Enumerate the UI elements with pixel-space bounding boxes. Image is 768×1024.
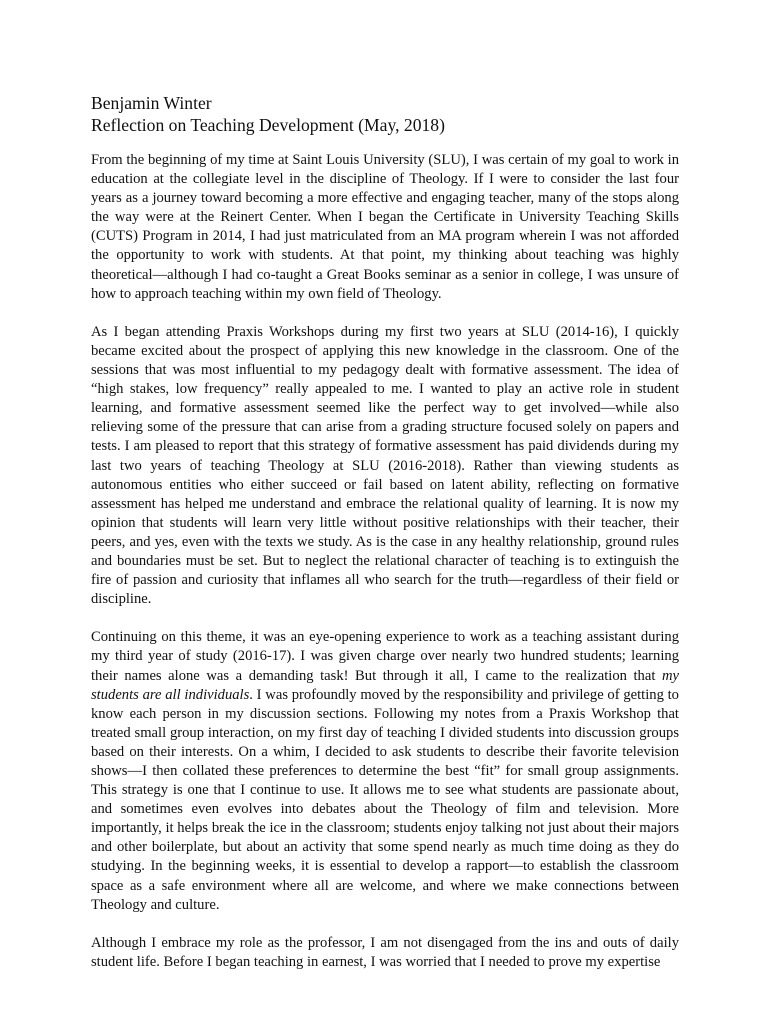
document-body bbox=[91, 151, 679, 991]
paragraph-3 bbox=[91, 628, 679, 914]
document-title: Reflection on Teaching Development (May, 2018) bbox=[91, 115, 445, 135]
paragraph-1: From the beginning of my time at Saint Louis University (SLU), I was certain of my goal to work in education at the collegiate level in the discipline of Theology. If I were to consider the last four years as a journey toward becoming a more effective and engaging teacher, many of the stops along the way were at the Reinert Center. When I began the Certificate in University Teaching Skills (CUTS) Program in 2014, I had just matriculated from an MA program wherein I was not afforded the opportunity to work with students. At that point, my thinking about teaching was highly theoretical—although I had co-taught a Great Books seminar as a senior in college, I was unsure of how to approach teaching within my own field of Theology. bbox=[91, 152, 679, 302]
document-header bbox=[91, 92, 691, 136]
paragraph-3-emphasis: my students are all individuals bbox=[91, 667, 679, 703]
author-name: Benjamin Winter bbox=[91, 93, 212, 113]
paragraph-4: Although I embrace my role as the professor, I am not disengaged from the ins and outs of daily student life. Before I began teaching in earnest, I was worried that I needed to prove my expertise bbox=[91, 934, 679, 970]
paragraph-2: As I began attending Praxis Workshops during my first two years at SLU (2014-16), I quickly became excited about the prospect of applying this new knowledge in the classroom. One of the sessions that was most influential to my pedagogy dealt with formative assessment. The idea of “high stakes, low frequency” really appealed to me. I wanted to play an active role in student learning, and formative assessment seemed like the perfect way to get involved—while also relieving some of the pressure that can arise from a grading structure focused solely on papers and tests. I am pleased to report that this strategy of formative assessment has paid dividends during my last two years of teaching Theology at SLU (2016-2018). Rather than viewing students as autonomous entities who either succeed or fail based on latent ability, reflecting on formative assessment has helped me understand and embrace the relational quality of learning. It is now my opinion that students will learn very little without positive relationships with their teacher, their peers, and yes, even with the texts we study. As is the case in any healthy relationship, ground rules and boundaries must be set. But to neglect the relational character of teaching is to extinguish the fire of passion and curiosity that inflames all who search for the truth—regardless of their field or discipline. bbox=[91, 323, 679, 608]
paragraph-3-text-before: Continuing on this theme, it was an eye-opening experience to work as a teaching assistant during my third year of study (2016-17). I was given charge over nearly two hundred students; learning their names alone was a demanding task! But through it all, I came to the realization that bbox=[91, 629, 679, 684]
paragraph-3-text-after: . I was profoundly moved by the responsibility and privilege of getting to know each person in my discussion sections. Following my notes from a Praxis Workshop that treated small group interaction, on my first day of teaching I divided students into discussion groups based on their interests. On a whim, I decided to ask students to describe their favorite television shows—I then collated these preferences to determine the best “fit” for small group assignments. This strategy is one that I continue to use. It allows me to see what students are passionate about, and sometimes even evolves into debates about the Theology of film and television. More importantly, it helps break the ice in the classroom; students enjoy talking not just about their majors and other boilerplate, but about an activity that some spend nearly as much time doing as they do studying. In the beginning weeks, it is essential to develop a rapport—to establish the classroom space as a safe environment where all are welcome, and where we make connections between Theology and culture. bbox=[91, 686, 679, 913]
